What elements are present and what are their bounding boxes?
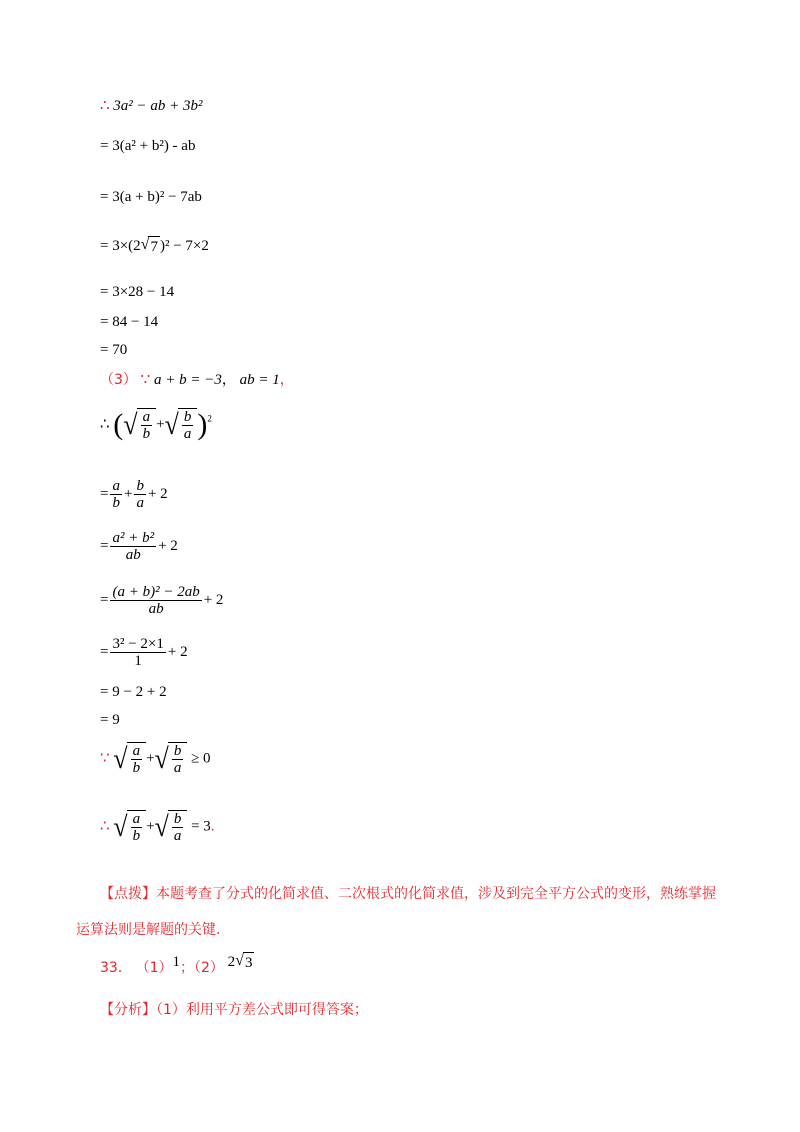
given-sum: a + b = −3 xyxy=(153,372,222,388)
step-text: = 9 xyxy=(100,712,120,728)
equals: = xyxy=(100,537,109,554)
plus-sign: + xyxy=(146,750,155,767)
separator: ， xyxy=(221,372,236,388)
equals: = xyxy=(100,591,109,608)
step-text: = 3(a² + b²) - ab xyxy=(100,138,196,154)
expr-3a2-ab-3b2: 3a² − ab + 3b² xyxy=(113,98,203,114)
therefore-symbol: ∴ xyxy=(100,98,110,114)
plus-sign: + xyxy=(156,416,165,433)
tip-text: 本题考查了分式的化简求值、二次根式的化简求值，涉及到完全平方公式的变形，熟练掌握运算法则是解题的关键. xyxy=(76,886,716,938)
analysis-text: （1）利用平方差公式即可得答案； xyxy=(156,1002,368,1018)
frac-expand-ab: $\frac{\text{(a + b)² − 2ab}}{ab}$ xyxy=(112,584,200,617)
step-text-a: = 3×(2 xyxy=(100,238,141,254)
frac-numeric: $\frac{\text{3² − 2×1}}{1}$ xyxy=(112,636,164,669)
period: . xyxy=(210,818,215,835)
question-number: 33． xyxy=(100,960,132,976)
part1-label: （1） xyxy=(135,960,173,976)
therefore-symbol: ∴ xyxy=(100,416,110,433)
sqrt-b-over-a: √ $\frac{b}{a}$ xyxy=(155,810,188,844)
step-line xyxy=(100,682,167,702)
squared-sum-line xyxy=(100,408,212,442)
step-line xyxy=(100,282,174,302)
answer2-coef: 2 xyxy=(227,954,236,970)
part-label: （3） xyxy=(100,372,137,388)
step-line xyxy=(100,136,195,156)
because-symbol: ∵ xyxy=(100,750,110,767)
plus-sign: + xyxy=(123,485,133,502)
line-therefore-expression xyxy=(100,96,203,116)
step-text: = 9 − 2 + 2 xyxy=(100,684,167,700)
sqrt-3: √ 3 xyxy=(235,952,253,972)
step-line xyxy=(100,478,168,511)
answer-sep: ； xyxy=(180,960,194,976)
part2-label: （2） xyxy=(194,960,224,976)
sqrt-7: √ 7 xyxy=(140,236,158,256)
tip-label: 【点拨】 xyxy=(100,886,156,902)
plus-2: + 2 xyxy=(203,591,224,608)
conclusion-line xyxy=(100,810,215,844)
step-line xyxy=(100,312,158,332)
answer-33-line xyxy=(100,952,254,978)
step-line xyxy=(100,236,209,257)
plus-2: + 2 xyxy=(167,643,188,660)
because-nonneg-line xyxy=(100,742,211,776)
sqrt-b-over-a: √ $\frac{b}{a}$ xyxy=(155,742,188,776)
sqrt-b-over-a: √ $\frac{b}{a}$ xyxy=(165,408,198,442)
therefore-symbol: ∴ xyxy=(100,818,110,835)
geq-zero: ≥ 0 xyxy=(191,750,211,767)
sqrt-a-over-b: √ $\frac{a}{b}$ xyxy=(113,742,146,776)
step-line xyxy=(100,636,188,669)
part3-given-line xyxy=(100,370,294,390)
step-line xyxy=(100,584,223,617)
right-paren: ) xyxy=(197,408,208,441)
because-symbol: ∵ xyxy=(140,372,151,388)
equals: = xyxy=(100,643,109,660)
step-text: = 3×28 − 14 xyxy=(100,284,175,300)
sqrt-a-over-b: √ $\frac{a}{b}$ xyxy=(123,408,156,442)
analysis-label: 【分析】 xyxy=(100,1002,156,1018)
step-text: = 84 − 14 xyxy=(100,314,159,330)
equals: = xyxy=(100,485,109,502)
given-product: ab = 1 xyxy=(239,372,280,388)
step-text: = 3(a + b)² − 7ab xyxy=(100,189,202,205)
answer2-value xyxy=(228,954,255,970)
plus-2: + 2 xyxy=(158,537,178,554)
step-line xyxy=(100,530,178,563)
equals-three: = 3 xyxy=(191,818,211,835)
square-exponent: 2 xyxy=(207,413,212,424)
step-text-b: )² − 7×2 xyxy=(159,238,209,254)
left-paren: ( xyxy=(113,408,124,441)
tip-paragraph xyxy=(76,876,728,948)
frac-a-b: $\frac{a}{b}$ xyxy=(112,478,120,511)
frac-b-a: $\frac{b}{a}$ xyxy=(136,478,144,511)
plus-sign: + xyxy=(146,818,155,835)
end-comma: ， xyxy=(279,372,294,388)
step-line xyxy=(100,710,120,730)
step-line xyxy=(100,187,202,207)
analysis-paragraph xyxy=(76,992,728,1028)
frac-a2b2-ab: $\frac{\text{a² + b²}}{ab}$ xyxy=(112,530,155,563)
sqrt-a-over-b: √ $\frac{a}{b}$ xyxy=(113,810,146,844)
answer1-value: 1 xyxy=(172,954,180,970)
plus-2: + 2 xyxy=(147,485,168,502)
step-text: = 70 xyxy=(100,342,128,358)
step-line xyxy=(100,340,127,360)
